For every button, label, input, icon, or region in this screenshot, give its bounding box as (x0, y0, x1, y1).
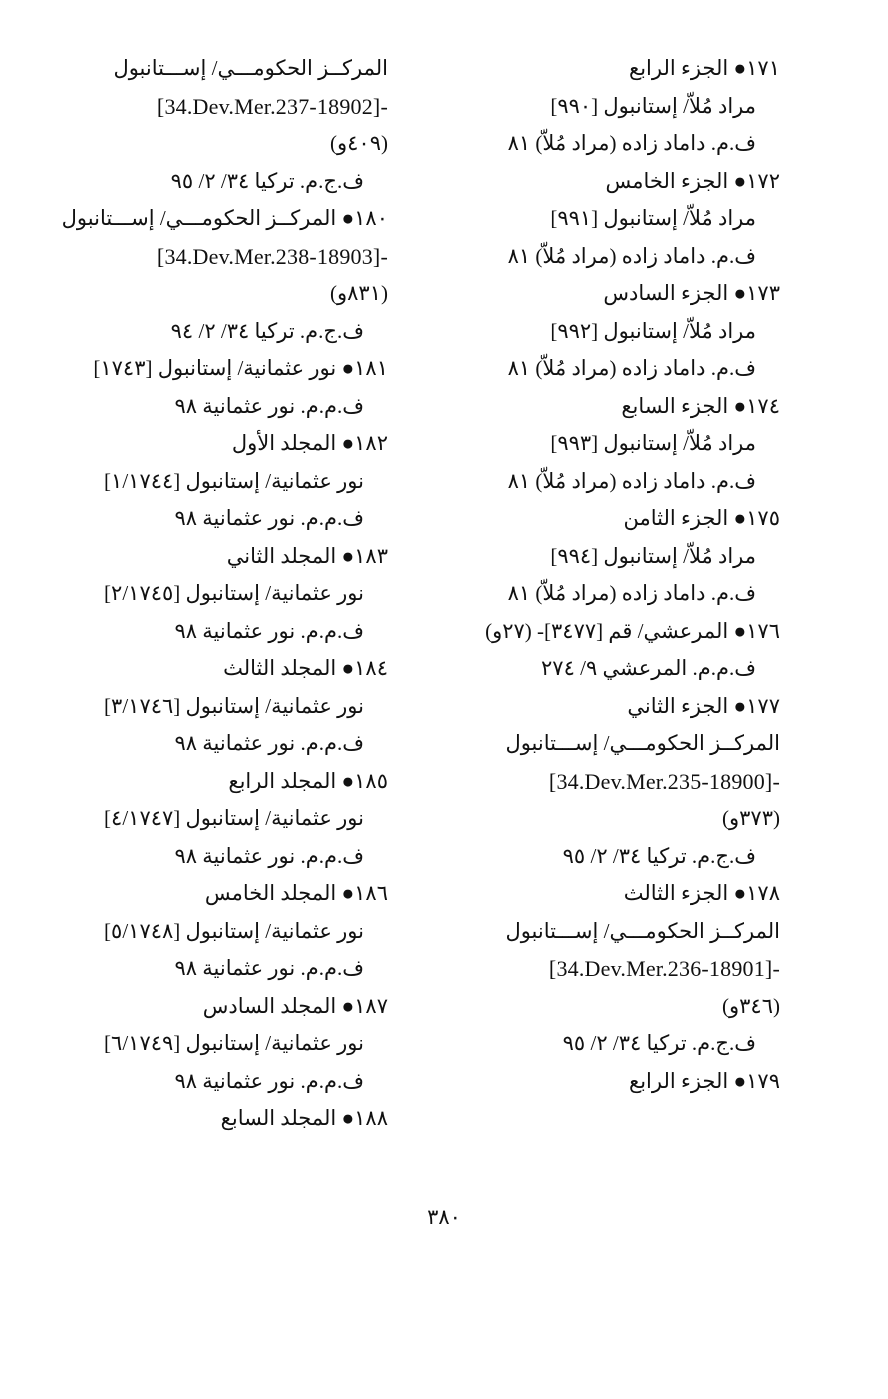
entry-179-shelfmark: [34.Dev.Mer.237-18902]- (156, 93, 388, 119)
entry-178-folio: (٣٤٦و) (722, 993, 780, 1018)
entry-182-catalog: ف.م.م. نور عثمانية ٩٨ (174, 506, 364, 530)
page-number: ٣٨٠ (427, 1205, 461, 1229)
entry-172-heading: ١٧٢● الجزء الخامس (605, 168, 780, 193)
entry-182-heading: ١٨٢● المجلد الأول (231, 431, 388, 455)
entry-187-heading: ١٨٧● المجلد السادس (202, 993, 388, 1018)
entry-174-heading: ١٧٤● الجزء السابع (621, 393, 780, 418)
entry-188-heading: ١٨٨● المجلد السابع (220, 1106, 388, 1130)
entry-182-location: نور عثمانية/ إستانبول [١/١٧٤٤] (104, 468, 364, 493)
entry-186-catalog: ف.م.م. نور عثمانية ٩٨ (174, 956, 364, 980)
entry-175-catalog: ف.م. داماد زاده (مراد مُلاّ) ٨١ (507, 581, 756, 605)
entry-180-folio: (٨٣١و) (330, 281, 388, 305)
entry-175-location: مراد مُلاّ/ إستانبول [٩٩٤] (550, 543, 756, 568)
entry-179-folio: (٤٠٩و) (330, 131, 388, 155)
entry-179-location: المركــز الحكومـــي/ إســـتانبول (113, 56, 388, 80)
entry-179-heading: ١٧٩● الجزء الرابع (629, 1068, 780, 1093)
entry-176-heading: ١٧٦● المرعشي/ قم [٣٤٧٧]- (٢٧و) (485, 618, 780, 643)
entry-183-heading: ١٨٣● المجلد الثاني (226, 543, 388, 568)
entry-180-shelfmark: [34.Dev.Mer.238-18903]- (156, 243, 388, 269)
entry-186-heading: ١٨٦● المجلد الخامس (204, 881, 388, 905)
entry-187-catalog: ف.م.م. نور عثمانية ٩٨ (174, 1068, 364, 1093)
entry-183-catalog: ف.م.م. نور عثمانية ٩٨ (174, 618, 364, 643)
entry-185-heading: ١٨٥● المجلد الرابع (228, 768, 388, 793)
entry-174-catalog: ف.م. داماد زاده (مراد مُلاّ) ٨١ (507, 468, 756, 493)
entry-177-location: المركــز الحكومـــي/ إســـتانبول (505, 731, 780, 755)
left-column (38, 50, 388, 1138)
entry-171-catalog: ف.م. داماد زاده (مراد مُلاّ) ٨١ (507, 131, 756, 155)
entry-185-catalog: ف.م.م. نور عثمانية ٩٨ (174, 843, 364, 868)
entry-177-heading: ١٧٧● الجزء الثاني (627, 693, 780, 718)
entry-185-location: نور عثمانية/ إستانبول [٤/١٧٤٧] (104, 806, 364, 830)
entry-187-location: نور عثمانية/ إستانبول [٦/١٧٤٩] (104, 1031, 364, 1055)
entry-184-heading: ١٨٤● المجلد الثالث (223, 656, 388, 680)
entry-180-catalog: ف.ج.م. تركيا ٣٤/ ٢/ ٩٤ (170, 318, 364, 343)
entry-177-shelfmark: [34.Dev.Mer.235-18900]- (548, 768, 780, 794)
entry-178-shelfmark: [34.Dev.Mer.236-18901]- (548, 956, 780, 981)
entry-172-catalog: ف.م. داماد زاده (مراد مُلاّ) ٨١ (507, 243, 756, 268)
entry-180-heading: ١٨٠● المركــز الحكومـــي/ إســـتانبول (61, 206, 388, 230)
entry-174-location: مراد مُلاّ/ إستانبول [٩٩٣] (550, 431, 756, 455)
entry-176-catalog: ف.م.م. المرعشي ٩/ ٢٧٤ (541, 656, 756, 680)
entry-171-heading: ١٧١● الجزء الرابع (629, 56, 780, 80)
entry-178-catalog: ف.ج.م. تركيا ٣٤/ ٢/ ٩٥ (562, 1031, 756, 1055)
entry-177-catalog: ف.ج.م. تركيا ٣٤/ ٢/ ٩٥ (562, 843, 756, 868)
entry-172-location: مراد مُلاّ/ إستانبول [٩٩١] (550, 206, 756, 230)
entry-183-location: نور عثمانية/ إستانبول [٢/١٧٤٥] (104, 581, 364, 605)
entry-178-heading: ١٧٨● الجزء الثالث (623, 881, 780, 905)
entry-181-heading: ١٨١● نور عثمانية/ إستانبول [١٧٤٣] (93, 356, 388, 380)
entry-186-location: نور عثمانية/ إستانبول [٥/١٧٤٨] (104, 918, 364, 943)
entry-179-catalog: ف.ج.م. تركيا ٣٤/ ٢/ ٩٥ (170, 168, 364, 193)
entry-177-folio: (٣٧٣و) (722, 806, 780, 830)
entry-175-heading: ١٧٥● الجزء الثامن (623, 506, 780, 530)
entry-173-heading: ١٧٣● الجزء السادس (603, 281, 780, 305)
entry-173-catalog: ف.م. داماد زاده (مراد مُلاّ) ٨١ (507, 356, 756, 380)
entry-184-location: نور عثمانية/ إستانبول [٣/١٧٤٦] (104, 693, 364, 718)
entry-184-catalog: ف.م.م. نور عثمانية ٩٨ (174, 731, 364, 755)
entry-173-location: مراد مُلاّ/ إستانبول [٩٩٢] (550, 318, 756, 343)
entry-181-catalog: ف.م.م. نور عثمانية ٩٨ (174, 393, 364, 418)
entry-178-location: المركــز الحكومـــي/ إســـتانبول (505, 918, 780, 943)
right-column (440, 50, 780, 1100)
entry-171-location: مراد مُلاّ/ إستانبول [٩٩٠] (550, 93, 756, 118)
